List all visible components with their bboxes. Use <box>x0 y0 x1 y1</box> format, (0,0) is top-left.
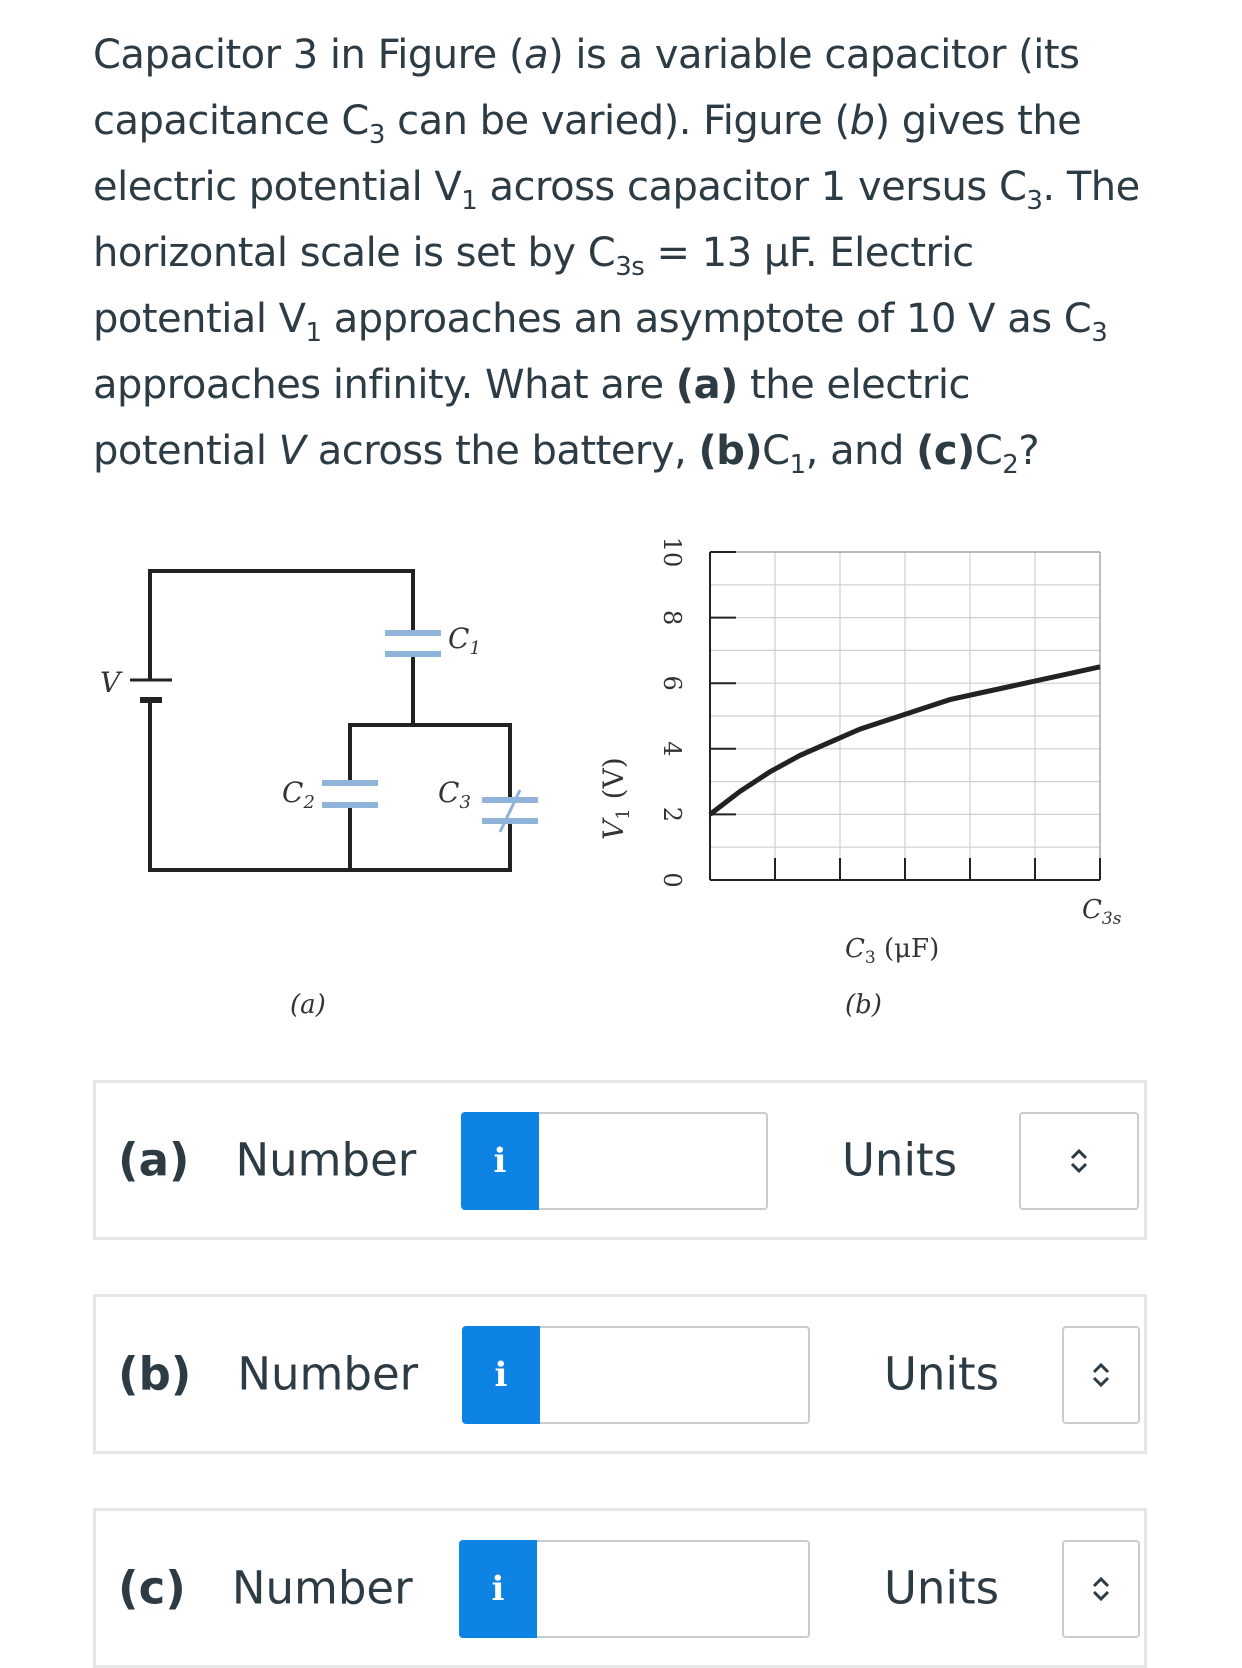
circuit-diagram <box>150 571 510 870</box>
number-input-c[interactable] <box>537 1540 810 1638</box>
number-input-b[interactable] <box>540 1326 810 1424</box>
answer-row-c <box>93 1508 1147 1668</box>
chart-y-tick-label: 8 <box>658 609 686 626</box>
chart-tick-labels <box>658 537 686 888</box>
units-select-c[interactable] <box>1062 1540 1140 1638</box>
figure-b-caption: (b) <box>845 990 882 1020</box>
figures <box>0 520 1242 1040</box>
answer-label-b: (b) Number <box>118 1347 419 1401</box>
answer-label-a: (a) Number <box>118 1133 417 1187</box>
chart-y-tick-label: 4 <box>658 741 686 757</box>
c3-label: $C_3$ <box>438 776 471 813</box>
chart-y-tick-label: 10 <box>658 536 686 568</box>
info-icon[interactable]: i <box>459 1540 537 1638</box>
chart-y-label: $V_1$ (V) <box>597 757 634 840</box>
info-icon[interactable]: i <box>462 1326 540 1424</box>
capacitor-c2 <box>322 780 378 808</box>
answer-row-b <box>93 1294 1147 1454</box>
number-input-a[interactable] <box>539 1112 768 1210</box>
chart-x-end-label: $C_{3s}$ <box>1082 895 1122 929</box>
info-icon[interactable]: i <box>461 1112 539 1210</box>
chart-y-tick-label: 2 <box>658 806 686 823</box>
chart-y-tick-label: 6 <box>658 675 686 691</box>
units-label-c: Units <box>884 1561 1000 1615</box>
chart-x-label: $C_3$ (μF) <box>845 934 940 968</box>
units-select-b[interactable] <box>1062 1326 1140 1424</box>
answer-row-a <box>93 1080 1147 1240</box>
units-label-b: Units <box>884 1347 1000 1401</box>
chevron-updown-icon <box>1089 1360 1113 1390</box>
battery-label: V <box>100 666 121 699</box>
units-select-a[interactable] <box>1019 1112 1139 1210</box>
battery-symbol <box>130 670 172 715</box>
figure-a-caption: (a) <box>290 990 326 1020</box>
capacitor-c1 <box>385 630 441 657</box>
chevron-updown-icon <box>1067 1146 1091 1176</box>
circuit-wire-branch <box>350 725 510 800</box>
chart-figure-b <box>597 537 1122 1020</box>
answer-label-c: (c) Number <box>118 1561 413 1615</box>
circuit-wire-top <box>150 571 413 670</box>
units-label-a: Units <box>842 1133 958 1187</box>
chevron-updown-icon <box>1089 1574 1113 1604</box>
chart-y-tick-label: 0 <box>658 872 686 888</box>
c1-label: $C_1$ <box>448 622 481 659</box>
c2-label: $C_2$ <box>282 776 315 813</box>
question-text: Capacitor 3 in Figure (a) is a variable capacitor (its capacitance $C_3$ can be varied). Figure (b) gives the electric potential $V_1$ across capacitor 1 versus $C_3$. The horizontal scale is set by $C_{3s} = 13$ μF. Electric potential $V_1$ approaches an asymptote of 10 V as $C_3$ approaches infinity. What are (a) the electric potential V across the battery, $(b)C_1$, and $(c)C_2$? <box>93 32 1140 480</box>
